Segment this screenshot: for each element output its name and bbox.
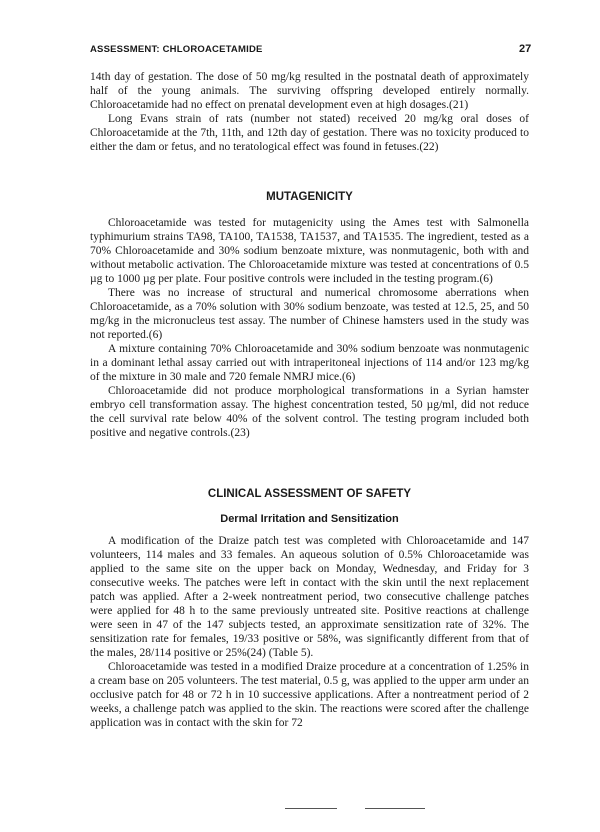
clinical-paragraph-2: Chloroacetamide was tested in a modified Draize procedure at a concentration of 1.25% in a cream base on 205 volunteers. The test material, 0.5 g, was applied to the upper arm under an occlusive patch for 48 or 72 h in 10 successive applications. After a nontreatment period of 2 weeks, a challenge patch was applied to the skin. The reactions were scored after the challenge application was in contact with the skin for 72: [90, 661, 529, 729]
footer-rule-right: [365, 808, 425, 809]
intro-paragraph-2: Long Evans strain of rats (number not stated) received 20 mg/kg oral doses of Chloroacetamide at the 7th, 11th, and 12th day of gestation. There was no toxicity produced to either the dam or fetus, and no teratological effect was found in fetuses.(22): [90, 113, 529, 153]
clinical-section: [90, 534, 529, 730]
intro-section: [90, 70, 529, 154]
clinical-paragraph-1: A modification of the Draize patch test was completed with Chloroacetamide and 147 volunteers, 114 males and 33 females. An aqueous solution of 0.5% Chloroacetamide was applied to the same site on the upper back on Monday, Wednesday, and Friday for 3 consecutive weeks. The patches were left in contact with the skin until the next replacement patch was applied. After a 2-week nontreatment period, two consecutive challenge patches were applied for 48 h to the same previously untreated site. Positive reactions at challenge were seen in 47 of the 147 subjects tested, an approximate sensitization rate of 32%. The sensitization rate for females, 19/33 positive or 58%, was significantly different from that of the males, 28/114 positive or 25%(24) (Table 5).: [90, 535, 529, 659]
page-number: 27: [519, 43, 532, 55]
mutagenicity-paragraph-4: Chloroacetamide did not produce morphological transformations in a Syrian hamster embryo cell transformation assay. The highest concentration tested, 50 µg/ml, did not reduce the cell survival rate below 40% of the solvent control. The testing program included both positive and negative controls.(23): [90, 385, 529, 439]
dermal-subheading: Dermal Irritation and Sensitization: [220, 513, 399, 525]
footer-rule-left: [285, 808, 337, 809]
mutagenicity-paragraph-1: Chloroacetamide was tested for mutagenicity using the Ames test with Salmonella typhimurium strains TA98, TA100, TA1538, TA1537, and TA1535. The ingredient, tested as a 70% Chloroacetamide and 30% sodium benzoate mixture, was nonmutagenic, both with and without metabolic activation. The Chloroacetamide mixture was tested at concentrations of 0.5 µg to 1000 µg per plate. Four positive controls were included in the testing program.(6): [90, 217, 529, 285]
mutagenicity-heading: MUTAGENICITY: [266, 191, 353, 203]
running-head: ASSESSMENT: CHLOROACETAMIDE: [90, 44, 263, 55]
clinical-heading: CLINICAL ASSESSMENT OF SAFETY: [207, 488, 412, 500]
mutagenicity-paragraph-2: There was no increase of structural and numerical chromosome aberrations when Chloroacetamide, as a 70% solution with 30% sodium benzoate, was tested at 12.5, 25, and 50 mg/kg in the micronucleus test assay. The number of Chinese hamsters used in the study was not reported.(6): [90, 287, 529, 341]
mutagenicity-section: [90, 216, 529, 440]
intro-paragraph-1: 14th day of gestation. The dose of 50 mg/kg resulted in the postnatal death of approximately half of the young animals. The surviving offspring developed entirely normally. Chloroacetamide had no effect on prenatal development even at high dosages.(21): [90, 71, 529, 111]
mutagenicity-paragraph-3: A mixture containing 70% Chloroacetamide and 30% sodium benzoate was nonmutagenic in a dominant lethal assay carried out with intraperitoneal injections of 114 and/or 123 mg/kg of the mixture in 30 male and 720 female NMRJ mice.(6): [90, 343, 529, 383]
